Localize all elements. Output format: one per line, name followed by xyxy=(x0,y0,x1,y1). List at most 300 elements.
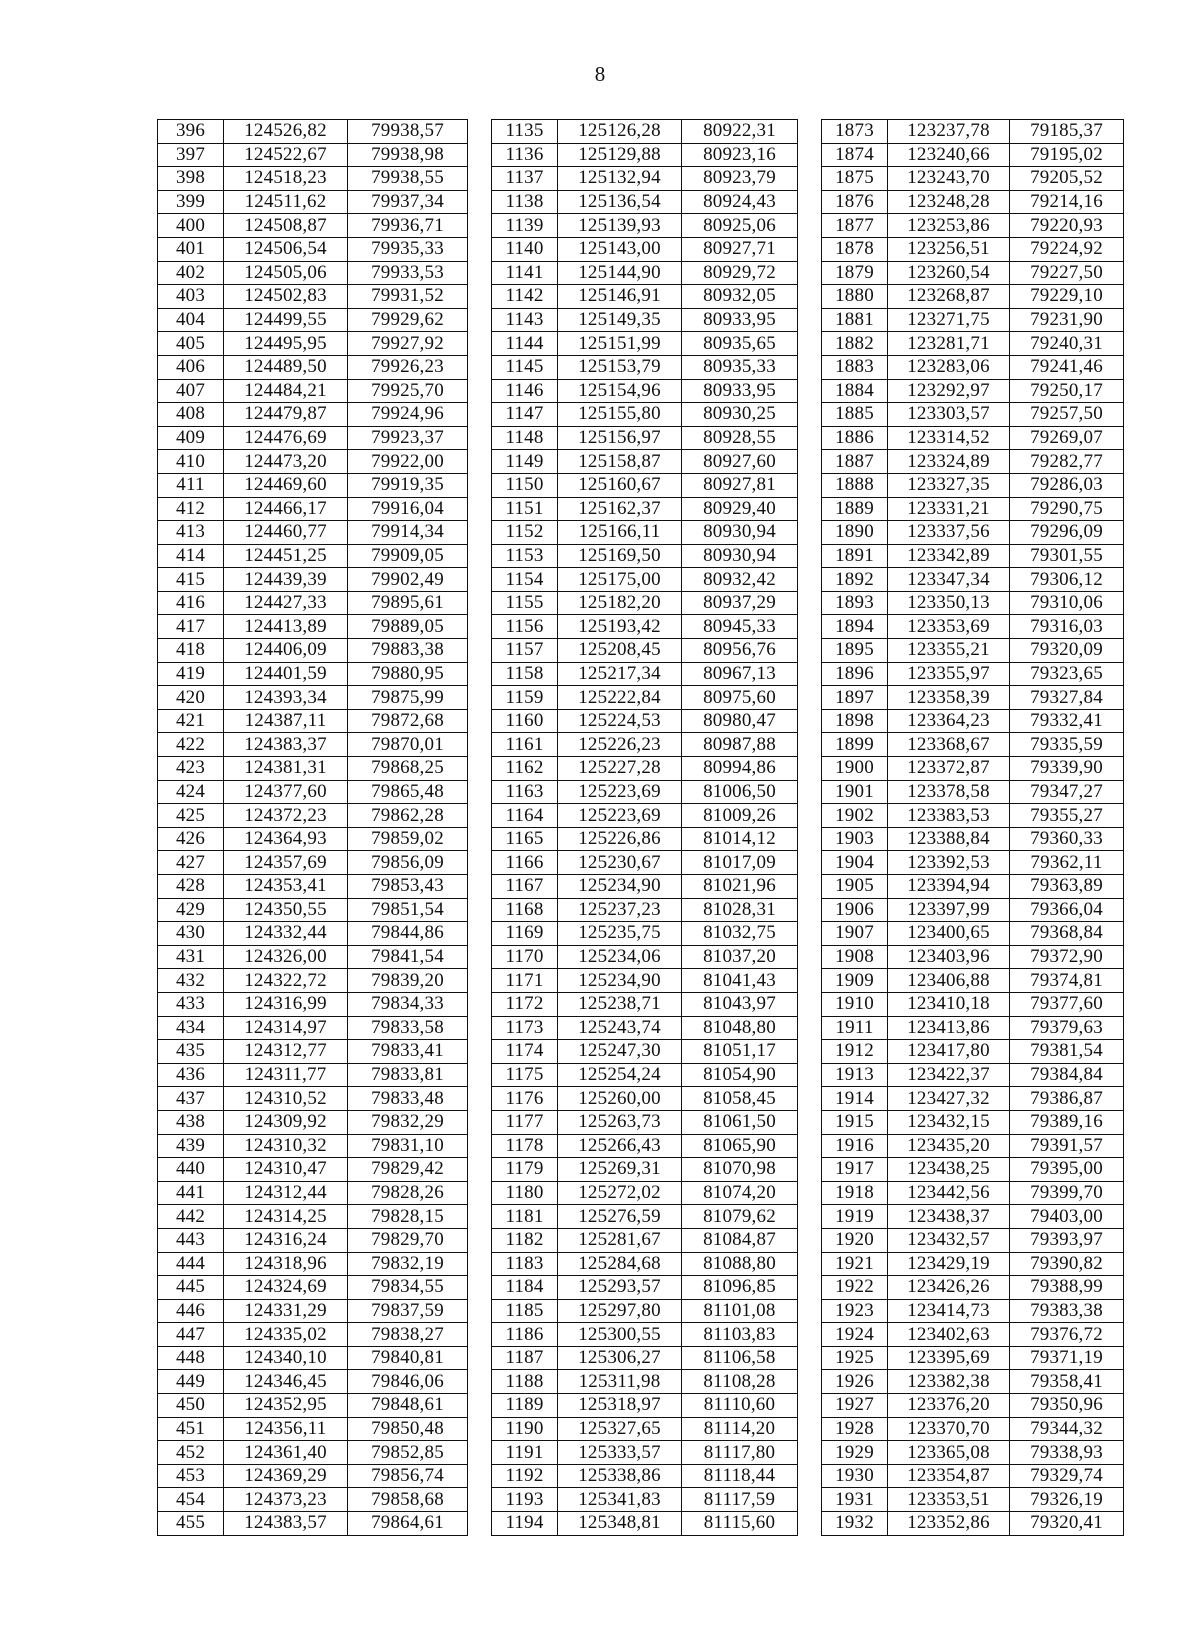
point-number-cell: 1910 xyxy=(822,992,888,1016)
y-coordinate-cell: 80945,33 xyxy=(682,615,798,639)
y-coordinate-cell: 80929,72 xyxy=(682,261,798,285)
x-coordinate-cell: 124361,40 xyxy=(224,1441,348,1465)
column-spacer xyxy=(798,898,822,922)
point-number-cell: 1914 xyxy=(822,1087,888,1111)
table-row xyxy=(158,851,1124,875)
point-number-cell: 1190 xyxy=(492,1417,558,1441)
x-coordinate-cell: 124377,60 xyxy=(224,780,348,804)
point-number-cell: 1882 xyxy=(822,332,888,356)
point-number-cell: 1143 xyxy=(492,308,558,332)
y-coordinate-cell: 79403,00 xyxy=(1010,1205,1124,1229)
point-number-cell: 1149 xyxy=(492,450,558,474)
y-coordinate-cell: 79936,71 xyxy=(348,214,468,238)
point-number-cell: 1901 xyxy=(822,780,888,804)
y-coordinate-cell: 79389,16 xyxy=(1010,1110,1124,1134)
point-number-cell: 1876 xyxy=(822,190,888,214)
y-coordinate-cell: 81058,45 xyxy=(682,1087,798,1111)
point-number-cell: 444 xyxy=(158,1252,224,1276)
y-coordinate-cell: 79925,70 xyxy=(348,379,468,403)
table-row xyxy=(158,1087,1124,1111)
table-row xyxy=(158,1228,1124,1252)
y-coordinate-cell: 79214,16 xyxy=(1010,190,1124,214)
column-spacer xyxy=(798,426,822,450)
y-coordinate-cell: 79250,17 xyxy=(1010,379,1124,403)
point-number-cell: 412 xyxy=(158,497,224,521)
column-spacer xyxy=(468,1110,492,1134)
y-coordinate-cell: 79833,48 xyxy=(348,1087,468,1111)
x-coordinate-cell: 125158,87 xyxy=(558,450,682,474)
y-coordinate-cell: 79363,89 xyxy=(1010,875,1124,899)
column-spacer xyxy=(798,992,822,1016)
point-number-cell: 1180 xyxy=(492,1181,558,1205)
x-coordinate-cell: 123410,18 xyxy=(888,992,1010,1016)
y-coordinate-cell: 81032,75 xyxy=(682,922,798,946)
point-number-cell: 408 xyxy=(158,403,224,427)
y-coordinate-cell: 79224,92 xyxy=(1010,237,1124,261)
column-spacer xyxy=(798,804,822,828)
x-coordinate-cell: 124508,87 xyxy=(224,214,348,238)
point-number-cell: 1929 xyxy=(822,1441,888,1465)
point-number-cell: 1170 xyxy=(492,945,558,969)
column-spacer xyxy=(798,1276,822,1300)
point-number-cell: 1913 xyxy=(822,1063,888,1087)
y-coordinate-cell: 79377,60 xyxy=(1010,992,1124,1016)
x-coordinate-cell: 124526,82 xyxy=(224,120,348,144)
x-coordinate-cell: 124499,55 xyxy=(224,308,348,332)
y-coordinate-cell: 79933,53 xyxy=(348,261,468,285)
x-coordinate-cell: 125193,42 xyxy=(558,615,682,639)
y-coordinate-cell: 79935,33 xyxy=(348,237,468,261)
y-coordinate-cell: 79838,27 xyxy=(348,1323,468,1347)
point-number-cell: 450 xyxy=(158,1394,224,1418)
y-coordinate-cell: 81079,62 xyxy=(682,1205,798,1229)
x-coordinate-cell: 125254,24 xyxy=(558,1063,682,1087)
y-coordinate-cell: 79358,41 xyxy=(1010,1370,1124,1394)
point-number-cell: 398 xyxy=(158,167,224,191)
column-spacer xyxy=(798,733,822,757)
page-number: 8 xyxy=(594,62,606,86)
y-coordinate-cell: 79332,41 xyxy=(1010,709,1124,733)
point-number-cell: 1889 xyxy=(822,497,888,521)
point-number-cell: 1898 xyxy=(822,709,888,733)
y-coordinate-cell: 79938,98 xyxy=(348,143,468,167)
point-number-cell: 413 xyxy=(158,521,224,545)
point-number-cell: 1194 xyxy=(492,1512,558,1536)
table-row xyxy=(158,355,1124,379)
x-coordinate-cell: 124489,50 xyxy=(224,355,348,379)
column-spacer xyxy=(798,1488,822,1512)
y-coordinate-cell: 81009,26 xyxy=(682,804,798,828)
column-spacer xyxy=(468,403,492,427)
table-row xyxy=(158,1512,1124,1536)
column-spacer xyxy=(468,875,492,899)
table-row xyxy=(158,780,1124,804)
y-coordinate-cell: 79831,10 xyxy=(348,1134,468,1158)
column-spacer xyxy=(468,450,492,474)
point-number-cell: 399 xyxy=(158,190,224,214)
y-coordinate-cell: 80923,16 xyxy=(682,143,798,167)
x-coordinate-cell: 124318,96 xyxy=(224,1252,348,1276)
column-spacer xyxy=(468,1464,492,1488)
y-coordinate-cell: 79914,34 xyxy=(348,521,468,545)
column-spacer xyxy=(468,285,492,309)
y-coordinate-cell: 79326,19 xyxy=(1010,1488,1124,1512)
y-coordinate-cell: 80930,25 xyxy=(682,403,798,427)
x-coordinate-cell: 125230,67 xyxy=(558,851,682,875)
table-row xyxy=(158,1346,1124,1370)
y-coordinate-cell: 79837,59 xyxy=(348,1299,468,1323)
x-coordinate-cell: 123355,97 xyxy=(888,662,1010,686)
point-number-cell: 437 xyxy=(158,1087,224,1111)
column-spacer xyxy=(468,1346,492,1370)
x-coordinate-cell: 123422,37 xyxy=(888,1063,1010,1087)
y-coordinate-cell: 81115,60 xyxy=(682,1512,798,1536)
y-coordinate-cell: 80927,71 xyxy=(682,237,798,261)
x-coordinate-cell: 125234,06 xyxy=(558,945,682,969)
x-coordinate-cell: 124324,69 xyxy=(224,1276,348,1300)
y-coordinate-cell: 80967,13 xyxy=(682,662,798,686)
column-spacer xyxy=(468,544,492,568)
x-coordinate-cell: 124479,87 xyxy=(224,403,348,427)
column-spacer xyxy=(798,568,822,592)
x-coordinate-cell: 125297,80 xyxy=(558,1299,682,1323)
x-coordinate-cell: 124393,34 xyxy=(224,686,348,710)
y-coordinate-cell: 79880,95 xyxy=(348,662,468,686)
y-coordinate-cell: 79834,55 xyxy=(348,1276,468,1300)
column-spacer xyxy=(798,827,822,851)
column-spacer xyxy=(798,969,822,993)
table-row xyxy=(158,1158,1124,1182)
y-coordinate-cell: 79290,75 xyxy=(1010,497,1124,521)
table-row xyxy=(158,261,1124,285)
y-coordinate-cell: 79227,50 xyxy=(1010,261,1124,285)
x-coordinate-cell: 124439,39 xyxy=(224,568,348,592)
column-spacer xyxy=(468,332,492,356)
column-spacer xyxy=(468,922,492,946)
table-row xyxy=(158,497,1124,521)
x-coordinate-cell: 125126,28 xyxy=(558,120,682,144)
point-number-cell: 1189 xyxy=(492,1394,558,1418)
y-coordinate-cell: 81014,12 xyxy=(682,827,798,851)
column-spacer xyxy=(798,922,822,946)
column-spacer xyxy=(468,709,492,733)
column-spacer xyxy=(798,544,822,568)
point-number-cell: 421 xyxy=(158,709,224,733)
column-spacer xyxy=(798,261,822,285)
y-coordinate-cell: 80930,94 xyxy=(682,544,798,568)
point-number-cell: 1179 xyxy=(492,1158,558,1182)
point-number-cell: 1174 xyxy=(492,1040,558,1064)
y-coordinate-cell: 79241,46 xyxy=(1010,355,1124,379)
point-number-cell: 1145 xyxy=(492,355,558,379)
y-coordinate-cell: 79231,90 xyxy=(1010,308,1124,332)
y-coordinate-cell: 79858,68 xyxy=(348,1488,468,1512)
column-spacer xyxy=(798,1063,822,1087)
y-coordinate-cell: 79366,04 xyxy=(1010,898,1124,922)
table-row xyxy=(158,804,1124,828)
point-number-cell: 1151 xyxy=(492,497,558,521)
y-coordinate-cell: 81017,09 xyxy=(682,851,798,875)
x-coordinate-cell: 125143,00 xyxy=(558,237,682,261)
column-spacer xyxy=(468,1016,492,1040)
point-number-cell: 414 xyxy=(158,544,224,568)
table-row xyxy=(158,1063,1124,1087)
y-coordinate-cell: 79339,90 xyxy=(1010,757,1124,781)
x-coordinate-cell: 125281,67 xyxy=(558,1228,682,1252)
y-coordinate-cell: 79269,07 xyxy=(1010,426,1124,450)
point-number-cell: 1895 xyxy=(822,639,888,663)
y-coordinate-cell: 79840,81 xyxy=(348,1346,468,1370)
y-coordinate-cell: 79832,19 xyxy=(348,1252,468,1276)
column-spacer xyxy=(798,945,822,969)
table-row xyxy=(158,1441,1124,1465)
y-coordinate-cell: 79316,03 xyxy=(1010,615,1124,639)
y-coordinate-cell: 79205,52 xyxy=(1010,167,1124,191)
y-coordinate-cell: 79852,85 xyxy=(348,1441,468,1465)
x-coordinate-cell: 125235,75 xyxy=(558,922,682,946)
x-coordinate-cell: 124356,11 xyxy=(224,1417,348,1441)
y-coordinate-cell: 81061,50 xyxy=(682,1110,798,1134)
point-number-cell: 1136 xyxy=(492,143,558,167)
column-spacer xyxy=(798,1346,822,1370)
y-coordinate-cell: 79868,25 xyxy=(348,757,468,781)
column-spacer xyxy=(468,1323,492,1347)
y-coordinate-cell: 80930,94 xyxy=(682,521,798,545)
x-coordinate-cell: 123237,78 xyxy=(888,120,1010,144)
column-spacer xyxy=(468,992,492,1016)
y-coordinate-cell: 81103,83 xyxy=(682,1323,798,1347)
point-number-cell: 1142 xyxy=(492,285,558,309)
x-coordinate-cell: 123370,70 xyxy=(888,1417,1010,1441)
y-coordinate-cell: 79344,32 xyxy=(1010,1417,1124,1441)
point-number-cell: 436 xyxy=(158,1063,224,1087)
x-coordinate-cell: 123342,89 xyxy=(888,544,1010,568)
y-coordinate-cell: 79282,77 xyxy=(1010,450,1124,474)
point-number-cell: 406 xyxy=(158,355,224,379)
y-coordinate-cell: 79922,00 xyxy=(348,450,468,474)
column-spacer xyxy=(468,426,492,450)
y-coordinate-cell: 80925,06 xyxy=(682,214,798,238)
point-number-cell: 1896 xyxy=(822,662,888,686)
point-number-cell: 1892 xyxy=(822,568,888,592)
y-coordinate-cell: 79296,09 xyxy=(1010,521,1124,545)
point-number-cell: 435 xyxy=(158,1040,224,1064)
x-coordinate-cell: 124316,24 xyxy=(224,1228,348,1252)
point-number-cell: 1874 xyxy=(822,143,888,167)
table-row xyxy=(158,214,1124,238)
point-number-cell: 451 xyxy=(158,1417,224,1441)
point-number-cell: 418 xyxy=(158,639,224,663)
x-coordinate-cell: 125160,67 xyxy=(558,473,682,497)
x-coordinate-cell: 123426,26 xyxy=(888,1276,1010,1300)
column-spacer xyxy=(468,1441,492,1465)
y-coordinate-cell: 81117,80 xyxy=(682,1441,798,1465)
x-coordinate-cell: 125146,91 xyxy=(558,285,682,309)
table-row xyxy=(158,332,1124,356)
column-spacer xyxy=(798,1181,822,1205)
point-number-cell: 410 xyxy=(158,450,224,474)
x-coordinate-cell: 123240,66 xyxy=(888,143,1010,167)
point-number-cell: 431 xyxy=(158,945,224,969)
y-coordinate-cell: 80932,05 xyxy=(682,285,798,309)
column-spacer xyxy=(798,1228,822,1252)
x-coordinate-cell: 124451,25 xyxy=(224,544,348,568)
y-coordinate-cell: 81048,80 xyxy=(682,1016,798,1040)
y-coordinate-cell: 79853,43 xyxy=(348,875,468,899)
column-spacer xyxy=(468,1512,492,1536)
y-coordinate-cell: 79931,52 xyxy=(348,285,468,309)
y-coordinate-cell: 79320,41 xyxy=(1010,1512,1124,1536)
x-coordinate-cell: 124522,67 xyxy=(224,143,348,167)
point-number-cell: 1153 xyxy=(492,544,558,568)
column-spacer xyxy=(798,591,822,615)
y-coordinate-cell: 79856,74 xyxy=(348,1464,468,1488)
y-coordinate-cell: 80924,43 xyxy=(682,190,798,214)
y-coordinate-cell: 79390,82 xyxy=(1010,1252,1124,1276)
point-number-cell: 447 xyxy=(158,1323,224,1347)
x-coordinate-cell: 124473,20 xyxy=(224,450,348,474)
point-number-cell: 1156 xyxy=(492,615,558,639)
y-coordinate-cell: 79374,81 xyxy=(1010,969,1124,993)
x-coordinate-cell: 124387,11 xyxy=(224,709,348,733)
table-row xyxy=(158,757,1124,781)
point-number-cell: 1923 xyxy=(822,1299,888,1323)
point-number-cell: 1931 xyxy=(822,1488,888,1512)
table-row xyxy=(158,615,1124,639)
point-number-cell: 1168 xyxy=(492,898,558,922)
point-number-cell: 1182 xyxy=(492,1228,558,1252)
x-coordinate-cell: 124401,59 xyxy=(224,662,348,686)
point-number-cell: 1921 xyxy=(822,1252,888,1276)
column-spacer xyxy=(798,1441,822,1465)
point-number-cell: 1879 xyxy=(822,261,888,285)
point-number-cell: 1873 xyxy=(822,120,888,144)
x-coordinate-cell: 125153,79 xyxy=(558,355,682,379)
table-row xyxy=(158,1040,1124,1064)
y-coordinate-cell: 79393,97 xyxy=(1010,1228,1124,1252)
point-number-cell: 1138 xyxy=(492,190,558,214)
x-coordinate-cell: 125162,37 xyxy=(558,497,682,521)
point-number-cell: 1158 xyxy=(492,662,558,686)
x-coordinate-cell: 123432,15 xyxy=(888,1110,1010,1134)
table-row xyxy=(158,1417,1124,1441)
x-coordinate-cell: 125238,71 xyxy=(558,992,682,1016)
y-coordinate-cell: 79924,96 xyxy=(348,403,468,427)
x-coordinate-cell: 123324,89 xyxy=(888,450,1010,474)
column-spacer xyxy=(798,1110,822,1134)
y-coordinate-cell: 81088,80 xyxy=(682,1252,798,1276)
table-row xyxy=(158,167,1124,191)
point-number-cell: 1176 xyxy=(492,1087,558,1111)
point-number-cell: 1157 xyxy=(492,639,558,663)
point-number-cell: 1152 xyxy=(492,521,558,545)
point-number-cell: 1918 xyxy=(822,1181,888,1205)
y-coordinate-cell: 79832,29 xyxy=(348,1110,468,1134)
y-coordinate-cell: 81054,90 xyxy=(682,1063,798,1087)
x-coordinate-cell: 125341,83 xyxy=(558,1488,682,1512)
x-coordinate-cell: 123355,21 xyxy=(888,639,1010,663)
x-coordinate-cell: 124314,25 xyxy=(224,1205,348,1229)
x-coordinate-cell: 123353,51 xyxy=(888,1488,1010,1512)
x-coordinate-cell: 125276,59 xyxy=(558,1205,682,1229)
table-row xyxy=(158,662,1124,686)
table-row xyxy=(158,922,1124,946)
y-coordinate-cell: 79923,37 xyxy=(348,426,468,450)
table-row xyxy=(158,379,1124,403)
table-row xyxy=(158,1488,1124,1512)
point-number-cell: 1909 xyxy=(822,969,888,993)
x-coordinate-cell: 124309,92 xyxy=(224,1110,348,1134)
x-coordinate-cell: 124312,77 xyxy=(224,1040,348,1064)
point-number-cell: 433 xyxy=(158,992,224,1016)
column-spacer xyxy=(468,639,492,663)
column-spacer xyxy=(468,851,492,875)
point-number-cell: 1922 xyxy=(822,1276,888,1300)
x-coordinate-cell: 124511,62 xyxy=(224,190,348,214)
x-coordinate-cell: 124466,17 xyxy=(224,497,348,521)
point-number-cell: 401 xyxy=(158,237,224,261)
y-coordinate-cell: 79347,27 xyxy=(1010,780,1124,804)
x-coordinate-cell: 125151,99 xyxy=(558,332,682,356)
x-coordinate-cell: 124331,29 xyxy=(224,1299,348,1323)
column-spacer xyxy=(798,1087,822,1111)
y-coordinate-cell: 79870,01 xyxy=(348,733,468,757)
column-spacer xyxy=(468,757,492,781)
y-coordinate-cell: 81110,60 xyxy=(682,1394,798,1418)
y-coordinate-cell: 80987,88 xyxy=(682,733,798,757)
x-coordinate-cell: 125306,27 xyxy=(558,1346,682,1370)
point-number-cell: 454 xyxy=(158,1488,224,1512)
point-number-cell: 1141 xyxy=(492,261,558,285)
table-row xyxy=(158,1205,1124,1229)
x-coordinate-cell: 123427,32 xyxy=(888,1087,1010,1111)
point-number-cell: 400 xyxy=(158,214,224,238)
y-coordinate-cell: 79320,09 xyxy=(1010,639,1124,663)
column-spacer xyxy=(798,403,822,427)
y-coordinate-cell: 79841,54 xyxy=(348,945,468,969)
y-coordinate-cell: 79883,38 xyxy=(348,639,468,663)
x-coordinate-cell: 123400,65 xyxy=(888,922,1010,946)
column-spacer xyxy=(798,521,822,545)
column-spacer xyxy=(798,1299,822,1323)
point-number-cell: 1907 xyxy=(822,922,888,946)
point-number-cell: 1904 xyxy=(822,851,888,875)
y-coordinate-cell: 81117,59 xyxy=(682,1488,798,1512)
table-row xyxy=(158,591,1124,615)
point-number-cell: 1927 xyxy=(822,1394,888,1418)
column-spacer xyxy=(468,1394,492,1418)
column-spacer xyxy=(468,1087,492,1111)
y-coordinate-cell: 79833,41 xyxy=(348,1040,468,1064)
point-number-cell: 443 xyxy=(158,1228,224,1252)
point-number-cell: 1924 xyxy=(822,1323,888,1347)
x-coordinate-cell: 125293,57 xyxy=(558,1276,682,1300)
y-coordinate-cell: 79875,99 xyxy=(348,686,468,710)
column-spacer xyxy=(468,568,492,592)
x-coordinate-cell: 123354,87 xyxy=(888,1464,1010,1488)
point-number-cell: 449 xyxy=(158,1370,224,1394)
y-coordinate-cell: 80932,42 xyxy=(682,568,798,592)
point-number-cell: 1135 xyxy=(492,120,558,144)
column-spacer xyxy=(468,1252,492,1276)
y-coordinate-cell: 79383,38 xyxy=(1010,1299,1124,1323)
x-coordinate-cell: 124322,72 xyxy=(224,969,348,993)
x-coordinate-cell: 124518,23 xyxy=(224,167,348,191)
table-row xyxy=(158,686,1124,710)
point-number-cell: 416 xyxy=(158,591,224,615)
point-number-cell: 1886 xyxy=(822,426,888,450)
x-coordinate-cell: 123403,96 xyxy=(888,945,1010,969)
